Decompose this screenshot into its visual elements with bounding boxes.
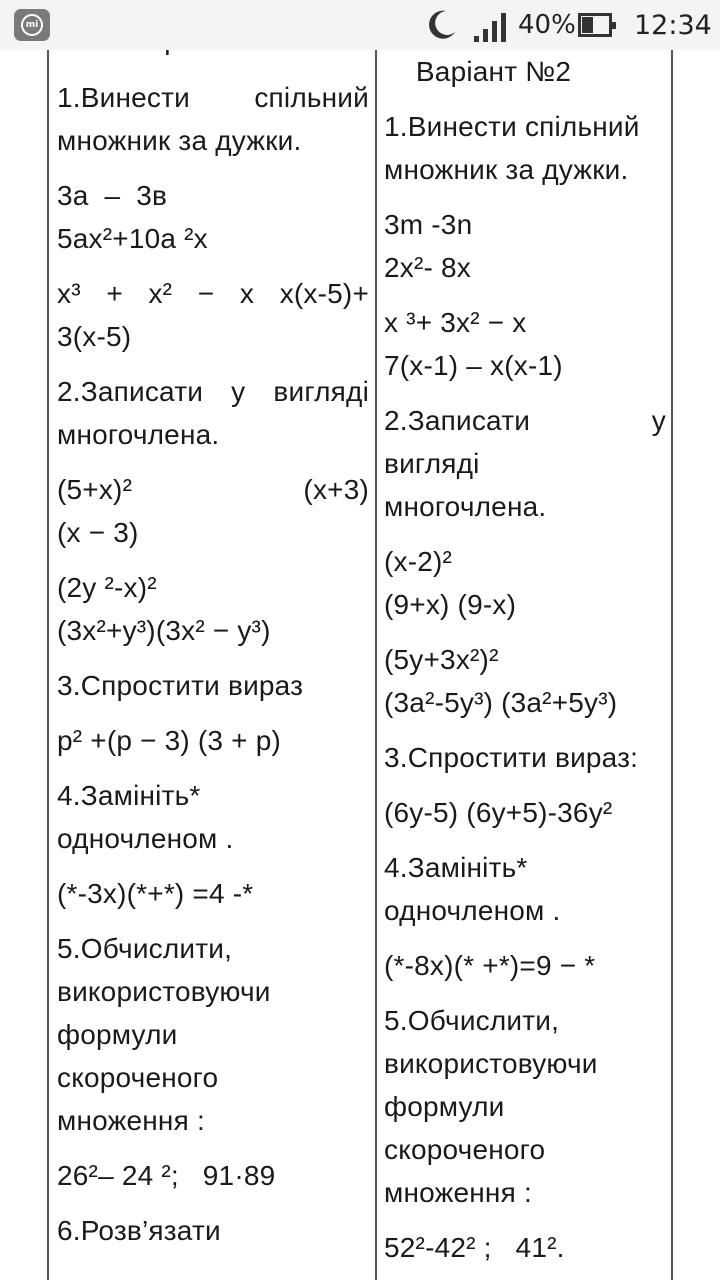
line-gap — [57, 1142, 369, 1154]
line-gap — [384, 1214, 666, 1226]
text-line: одночленом . — [57, 823, 234, 854]
battery-percent: 40% — [518, 10, 576, 40]
text-line: 3.Спростити вираз: — [384, 742, 639, 773]
text-line: x ³+ 3x² − x — [384, 307, 527, 338]
text-line: 3m -3n — [384, 209, 473, 240]
status-bar — [0, 0, 720, 50]
document-table — [0, 50, 720, 1280]
text-line: 6.Розв’язати — [57, 1215, 221, 1246]
line-gap — [384, 834, 666, 846]
line-gap — [384, 93, 666, 105]
moon-icon — [424, 8, 458, 42]
text-line: Варіант №2 — [384, 56, 572, 87]
line-gap — [384, 626, 666, 638]
text-line: p² +(p − 3) (3 + p) — [57, 725, 282, 756]
text-line: (*-3x)(*+*) =4 -* — [57, 878, 254, 909]
table-border-right — [671, 50, 673, 1280]
text-line: 52²-42² ; 41². — [384, 1232, 565, 1263]
line-gap — [57, 860, 369, 872]
text-line: множення : — [57, 1105, 205, 1136]
text-line: 5ax²+10a ²x — [57, 223, 208, 254]
text-line: множник за дужки. — [57, 125, 302, 156]
mi-icon[interactable]: mi — [14, 9, 50, 41]
text-line: (x-2)² — [384, 546, 453, 577]
text-line: (9+x) (9-x) — [384, 589, 517, 620]
table-border-left — [47, 50, 49, 1280]
battery-icon — [578, 13, 612, 37]
line-gap — [384, 387, 666, 399]
text-line: скороченого — [57, 1062, 219, 1093]
line-gap — [384, 932, 666, 944]
text-line: 5.Обчислити, — [57, 933, 233, 964]
text-line: (x − 3) — [57, 517, 139, 548]
line-gap — [57, 358, 369, 370]
signal-icon — [474, 12, 510, 42]
line-gap — [57, 762, 369, 774]
text-line: 2.Записати у — [384, 405, 666, 436]
text-line: множник за дужки. — [384, 154, 629, 185]
text-line: 1.Винести спільний — [384, 111, 640, 142]
text-line: вигляді — [384, 448, 480, 479]
line-gap — [57, 1197, 369, 1209]
text-line: скороченого — [384, 1134, 546, 1165]
text-line: використовуючи — [57, 976, 271, 1007]
line-gap — [57, 554, 369, 566]
line-gap — [57, 162, 369, 174]
text-line: 4.Замініть* — [57, 780, 201, 811]
text-line: (3a²-5y³) (3a²+5y³) — [384, 687, 618, 718]
text-line: (5+x)² (x+3) — [57, 474, 369, 505]
line-gap — [384, 779, 666, 791]
text-line: (6y-5) (6y+5)-36y² — [384, 797, 613, 828]
text-line: формули — [57, 1019, 178, 1050]
text-line: 2.Записати у вигляді — [57, 376, 369, 407]
text-line: 3(x-5) — [57, 321, 132, 352]
text-line: 7(x-1) – x(x-1) — [384, 350, 563, 381]
text-line: 3a – 3в — [57, 180, 168, 211]
line-gap — [57, 260, 369, 272]
line-gap — [384, 724, 666, 736]
text-line: 2x²- 8x — [384, 252, 471, 283]
text-line: 1.Винести спільний — [57, 82, 369, 113]
text-line: формули — [384, 1091, 505, 1122]
line-gap — [57, 652, 369, 664]
variant-1-column — [57, 76, 369, 1252]
text-line: 5.Обчислити, — [384, 1005, 560, 1036]
text-line: (5y+3x²)² — [384, 644, 499, 675]
table-border-middle — [375, 50, 377, 1280]
line-gap — [384, 528, 666, 540]
text-line: 4.Замініть* — [384, 852, 528, 883]
text-line: многочлена. — [384, 491, 547, 522]
text-line: множення : — [384, 1177, 532, 1208]
text-line: одночленом . — [384, 895, 561, 926]
clock: 12:34 — [634, 10, 712, 41]
line-gap — [384, 987, 666, 999]
line-gap — [57, 707, 369, 719]
text-line: (*-8x)(* +*)=9 − * — [384, 950, 596, 981]
text-line: 26²– 24 ²; 91·89 — [57, 1160, 276, 1191]
text-line: (3x²+y³)(3x² − y³) — [57, 615, 271, 646]
text-line: многочлена. — [57, 419, 220, 450]
line-gap — [384, 191, 666, 203]
line-gap — [384, 289, 666, 301]
line-gap — [57, 915, 369, 927]
text-line: 3.Спростити вираз — [57, 670, 304, 701]
text-line: (2y ²-x)² — [57, 572, 157, 603]
text-line: x³ + x² − x x(x-5)+ — [57, 278, 369, 309]
variant-2-column — [384, 50, 666, 1269]
line-gap — [57, 456, 369, 468]
text-line: використовуючи — [384, 1048, 598, 1079]
